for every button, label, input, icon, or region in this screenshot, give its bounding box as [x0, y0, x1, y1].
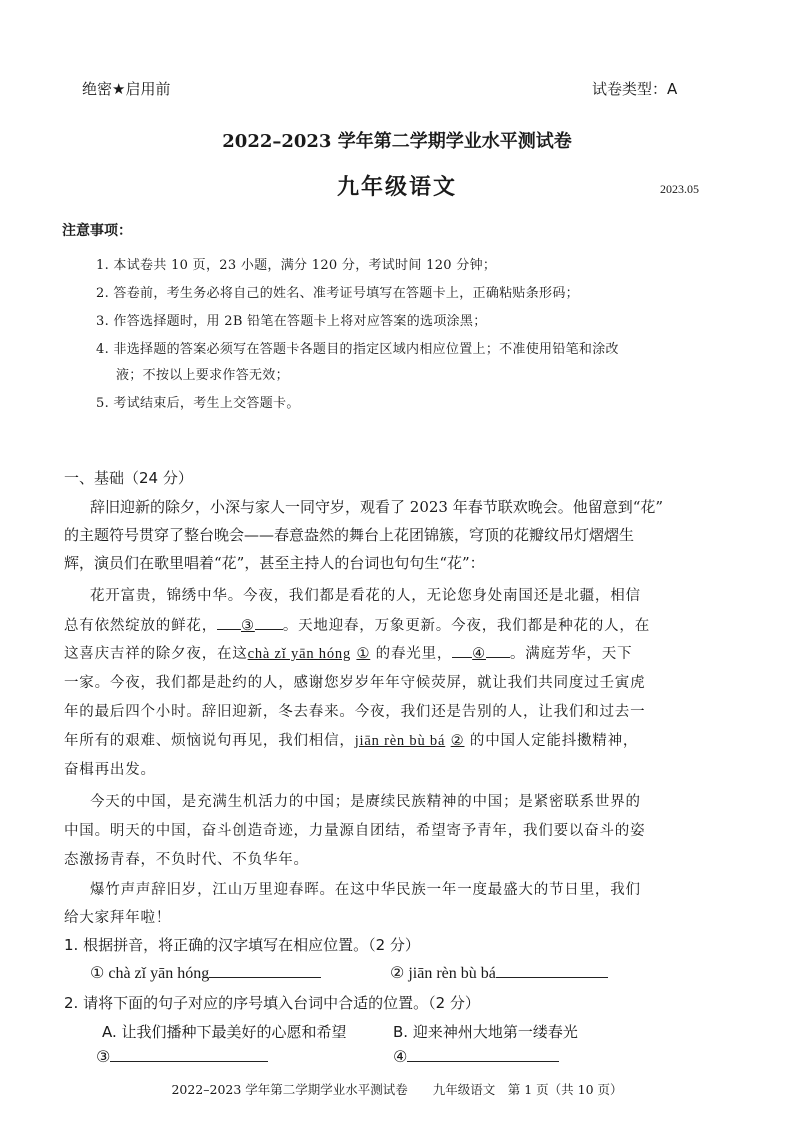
q1-answer-2: [390, 963, 608, 983]
q2-answer-3: [96, 1047, 268, 1066]
intro-line: 的主题符号贯穿了整台晚会——春意盎然的舞台上花团锦簇，穹顶的花瓣纹吊灯熠熠生: [64, 526, 635, 544]
question-2: 2. 请将下面的句子对应的序号填入台词中合适的位置。（2 分）: [64, 994, 480, 1012]
speech-text: 这喜庆吉祥的除夕夜，在这: [64, 646, 248, 662]
blank-line: [452, 643, 472, 658]
speech-line: 中国。明天的中国，奋斗创造奇迹，力量源自团结，希望寄予青年，我们要以奋斗的姿: [64, 823, 646, 839]
confidential-label: 绝密★启用前: [82, 80, 171, 98]
pinyin-blank-2: jiān rèn bù bá: [354, 733, 446, 749]
paper-type: 试卷类型：A: [592, 80, 678, 98]
blank-line: [217, 615, 241, 630]
blank-2-mark: ②: [450, 733, 465, 749]
q1-answer-label: ① chà zǐ yān hóng: [90, 965, 210, 982]
speech-line: 一家。今夜，我们都是赴约的人，感谢您岁岁年年守候荧屏，就让我们共同度过壬寅虎: [64, 675, 646, 691]
question-1: 1. 根据拼音，将正确的汉字填写在相应位置。（2 分）: [64, 936, 420, 954]
notice-item: 5. 考试结束后，考生上交答题卡。: [96, 396, 300, 411]
notice-item: 2. 答卷前，考生务必将自己的姓名、准考证号填写在答题卡上，正确粘贴条形码；: [96, 286, 579, 301]
q2-option-a: A. 让我们播种下最美好的心愿和希望: [102, 1023, 347, 1041]
speech-line: 今天的中国，是充满生机活力的中国；是赓续民族精神的中国；是紧密联系世界的: [90, 794, 641, 810]
exam-date: 2023.05: [660, 182, 699, 196]
speech-line: 给大家拜年啦！: [64, 910, 172, 926]
section-heading: 一、基础（24 分）: [64, 469, 193, 487]
q2-option-b: B. 迎来神州大地第一缕春光: [393, 1023, 578, 1041]
blank-line: [486, 643, 510, 658]
intro-line: 辞旧迎新的除夕，小深与家人一同守岁，观看了 2023 年春节联欢晚会。他留意到“花”: [90, 498, 664, 516]
blank-1-mark: ①: [356, 646, 371, 662]
notice-heading: 注意事项：: [62, 223, 132, 239]
blank-4-mark: ④: [472, 646, 486, 662]
speech-line: [64, 614, 650, 635]
speech-line: 奋楫再出发。: [64, 762, 156, 778]
notice-item: 1. 本试卷共 10 页，23 小题，满分 120 分，考试时间 120 分钟；: [96, 258, 497, 273]
q1-answer-label: ② jiān rèn bù bá: [390, 965, 496, 982]
speech-line: 年的最后四个小时。辞旧迎新，冬去春来。今夜，我们还是告别的人，让我们和过去一: [64, 704, 646, 720]
speech-line: 态激扬青春，不负时代、不负华年。: [64, 852, 309, 868]
q1-answer-1: [90, 963, 321, 983]
exam-title: 2022–2023 学年第二学期学业水平测试卷: [222, 131, 572, 152]
blank-3-mark: ③: [241, 618, 255, 634]
subject-title: 九年级语文: [336, 174, 457, 200]
speech-text: 。天地迎春，万象更新。今夜，我们都是种花的人，在: [282, 618, 651, 634]
page-footer: 2022–2023 学年第二学期学业水平测试卷 九年级语文 第 1 页（共 10 页）: [171, 1082, 623, 1097]
speech-line: [64, 642, 632, 663]
intro-line: 辉，演员们在歌里唱着“花”，甚至主持人的台词也句句生“花”：: [64, 554, 485, 572]
speech-line: 花开富贵，锦绣中华。今夜，我们都是看花的人，无论您身处南国还是北疆，相信: [90, 588, 641, 604]
answer-line[interactable]: [209, 963, 321, 978]
answer-line[interactable]: [110, 1047, 268, 1062]
answer-line[interactable]: [496, 963, 608, 978]
pinyin-blank-1: chà zǐ yān hóng: [247, 646, 352, 662]
notice-item: 液；不按以上要求作答无效；: [116, 368, 289, 383]
speech-text: 。满庭芳华，天下: [509, 646, 633, 662]
speech-line: 爆竹声声辞旧岁，江山万里迎春晖。在这中华民族一年一度最盛大的节日里，我们: [90, 882, 641, 898]
speech-text: 的春光里，: [375, 646, 453, 662]
speech-text: 年所有的艰难、烦恼说句再见，我们相信，: [64, 733, 355, 749]
q2-answer-4: [393, 1047, 559, 1066]
blank-line: [255, 615, 283, 630]
notice-item: 3. 作答选择题时，用 2B 铅笔在答题卡上将对应答案的选项涂黑；: [96, 314, 487, 329]
speech-line: [64, 729, 638, 750]
speech-text: 的中国人定能抖擞精神，: [469, 733, 639, 749]
notice-item: 4. 非选择题的答案必须写在答题卡各题目的指定区域内相应位置上；不准使用铅笔和涂改: [96, 342, 619, 357]
q2-answer-label: ③: [96, 1047, 111, 1066]
q2-answer-label: ④: [393, 1047, 408, 1066]
speech-text: 总有依然绽放的鲜花，: [64, 618, 217, 634]
answer-line[interactable]: [407, 1047, 559, 1062]
